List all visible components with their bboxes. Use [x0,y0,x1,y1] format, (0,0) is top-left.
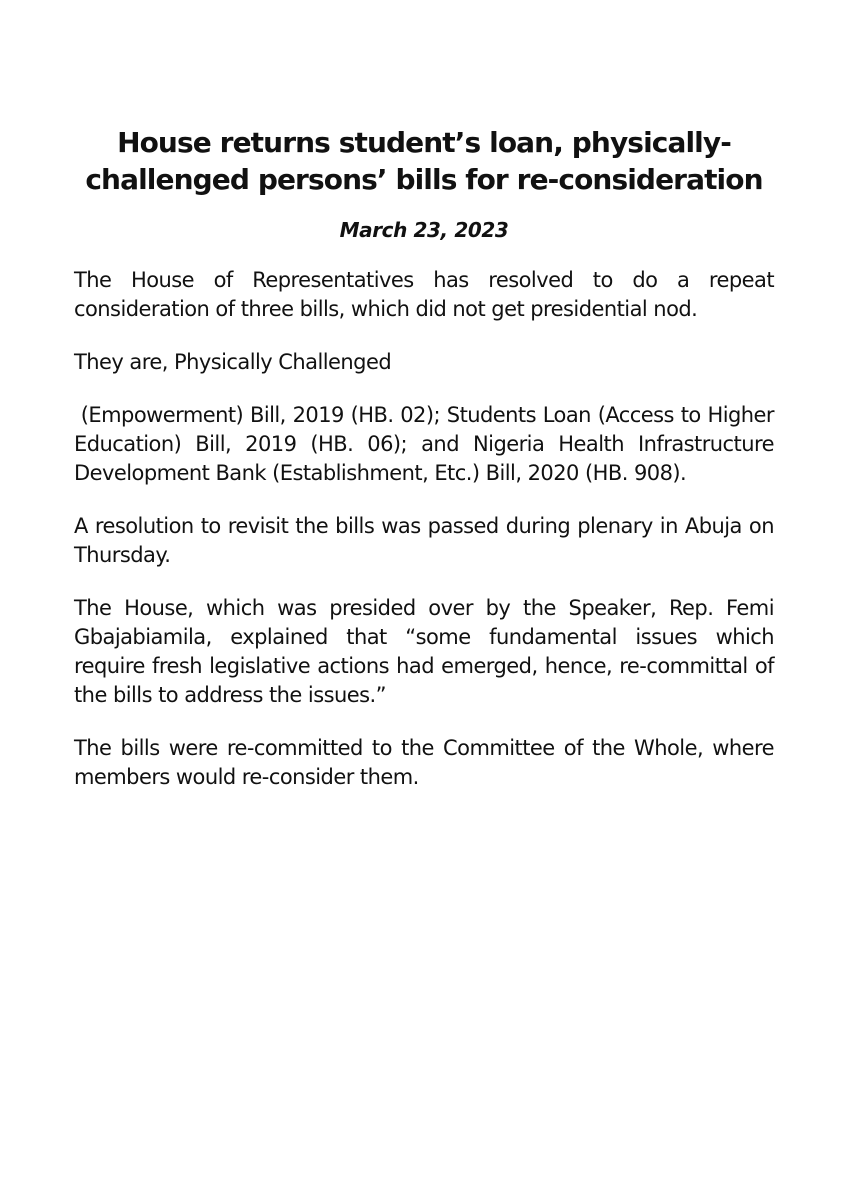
paragraph-resolution: A resolution to revisit the bills was passed during plenary in Abuja on Thursday. [74,514,774,567]
article-body [74,266,781,792]
paragraph-speaker: The House, which was presided over by the Speaker, Rep. Femi Gbajabiamila, explained that “some fundamental issues which require fresh legislative actions had emerged, hence, re-committal of the bills to address the issues.” [74,596,774,707]
paragraph-intro: The House of Representatives has resolved to do a repeat consideration of three bills, which did not get presidential nod. [74,268,774,321]
headline-line-1: House returns student’s loan, physically- [117,126,731,159]
paragraph-committee: The bills were re-committed to the Committee of the Whole, where members would re-consider them. [74,736,774,789]
paragraph-bill-list: (Empowerment) Bill, 2019 (HB. 02); Students Loan (Access to Higher Education) Bill, 2019 (HB. 06); and Nigeria Health Infrastructure Development Bank (Establishment, Etc.) Bill, 2020 (HB. 908). [74,403,781,485]
headline-line-2: challenged persons’ bills for re-consideration [85,163,763,196]
headline [56,124,792,198]
paragraph-they-are: They are, Physically Challenged [74,350,392,374]
article-date: March 23, 2023 [339,218,509,242]
